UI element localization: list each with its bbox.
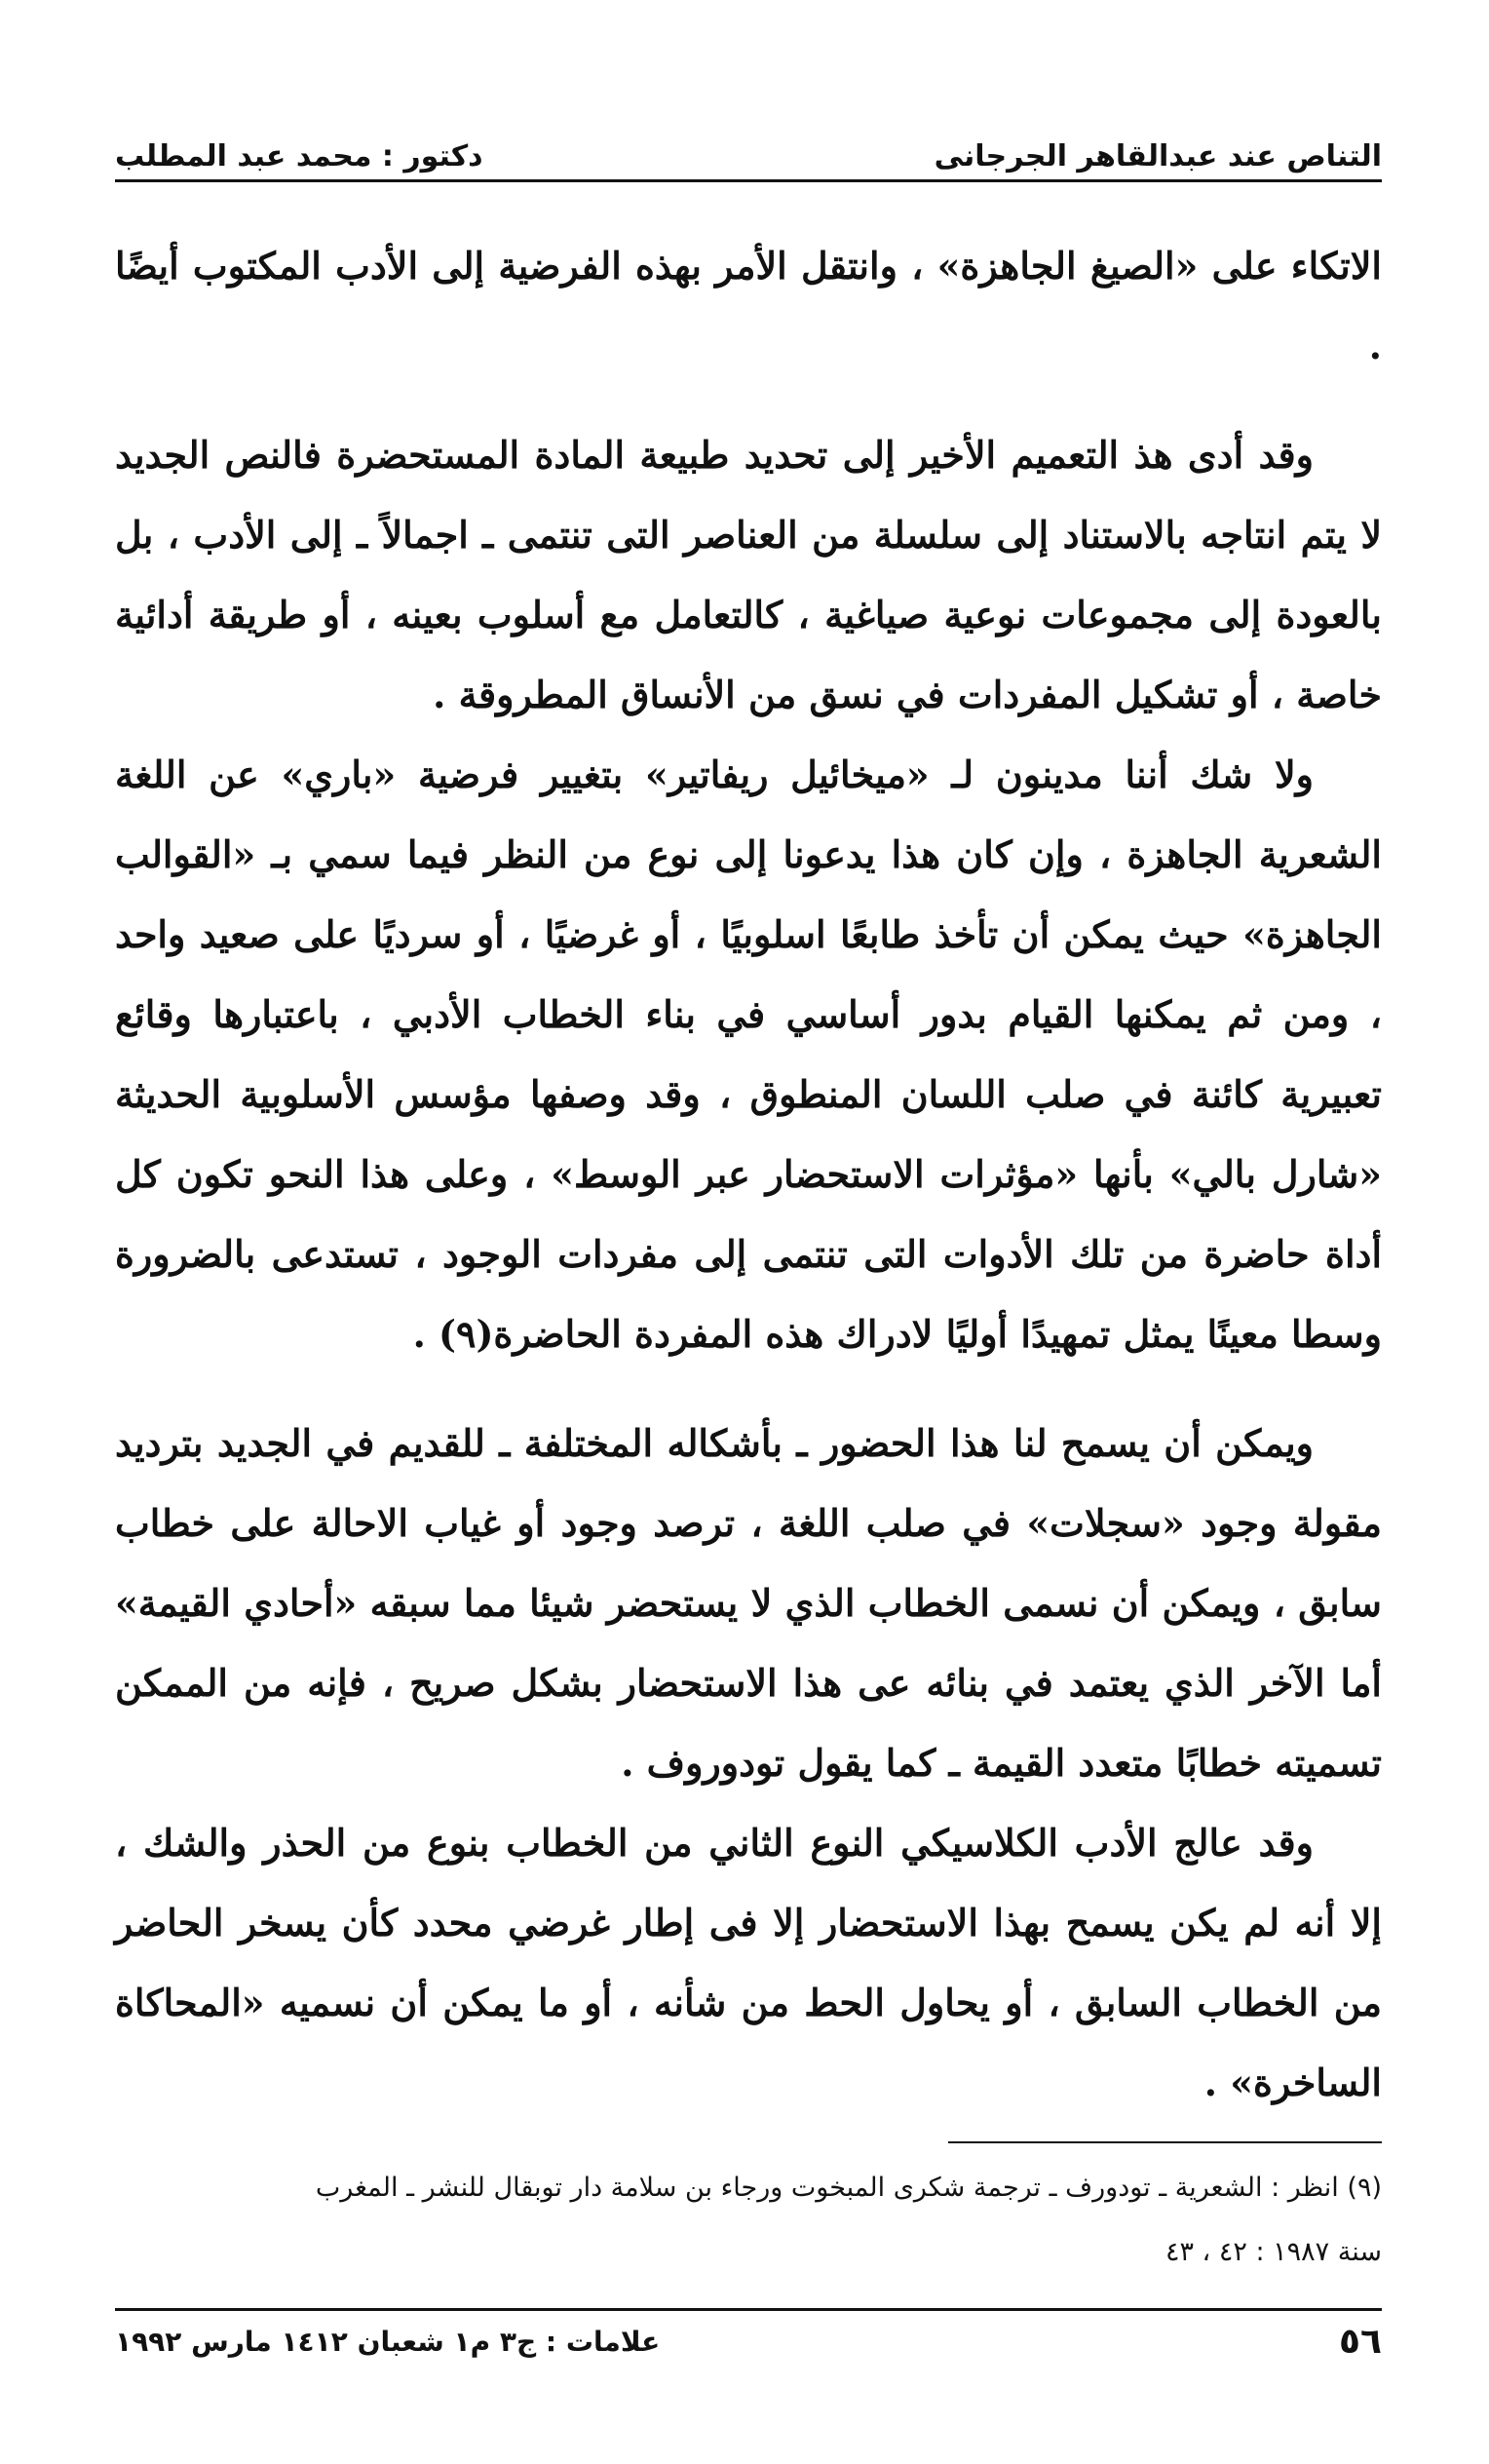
running-header-author: دكتور : محمد عبد المطلب [115, 139, 483, 173]
footnote-line: سنة ١٩٨٧ : ٤٢ ، ٤٣ [1164, 2237, 1382, 2267]
journal-citation: علامات : ج٣ م١ شعبان ١٤١٢ مارس ١٩٩٢ [115, 2326, 661, 2358]
document-page [115, 0, 1382, 2464]
paragraph: ويمكن أن يسمح لنا هذا الحضور ـ بأشكاله المختلفة ـ للقديم في الجديد بترديد مقولة وجود «سجلات» في صلب اللغة ، ترصد وجود أو غياب الاحالة على خطاب سابق ، ويمكن أن نسمى الخطاب الذي لا يستحضر شيئا مما سبقه «أحادي القيمة» أما الآخر الذي يعتمد في بنائه عى هذا الاستحضار بشكل صريح ، فإنه من الممكن تسميته خطابًا متعدد القيمة ـ كما يقول تودوروف . [115, 1421, 1382, 1785]
running-header-title: التناص عند عبدالقاهر الجرجانى [934, 139, 1382, 173]
footnote-rule [948, 2141, 1382, 2143]
footer-rule [115, 2308, 1382, 2311]
header-rule [115, 179, 1382, 182]
page-number: ٥٦ [1339, 2322, 1382, 2362]
running-footer [115, 2322, 1382, 2362]
running-header [115, 115, 1382, 173]
paragraph: وقد أدى هذ التعميم الأخير إلى تحديد طبيعة المادة المستحضرة فالنص الجديد لا يتم انتاجه بالاستناد إلى سلسلة من العناصر التى تنتمى ـ اجمالاً ـ إلى الأدب ، بل بالعودة إلى مجموعات نوعية صياغية ، كالتعامل مع أسلوب بعينه ، أو طريقة أدائية خاصة ، أو تشكيل المفردات في نسق من الأنساق المطروقة . [115, 433, 1382, 716]
body-text [115, 226, 1382, 2123]
footnote [115, 2156, 1382, 2285]
footnote-line: (٩) انظر : الشعرية ـ تودورف ـ ترجمة شكرى المبخوت ورجاء بن سلامة دار توبقال للنشر ـ المغرب [315, 2173, 1382, 2203]
paragraph: ولا شك أننا مدينون لـ «ميخائيل ريفاتير» بتغيير فرضية «باري» عن اللغة الشعرية الجاهزة ، وإن كان هذا يدعونا إلى نوع من النظر فيما سمي بـ «القوالب الجاهزة» حيث يمكن أن تأخذ طابعًا اسلوبيًا ، أو غرضيًا ، أو سرديًا على صعيد واحد ، ومن ثم يمكنها القيام بدور أساسي في بناء الخطاب الأدبي ، باعتبارها وقائع تعبيرية كائنة في صلب اللسان المنطوق ، وقد وصفها مؤسس الأسلوبية الحديثة «شارل بالي» بأنها «مؤثرات الاستحضار عبر الوسط» ، وعلى هذا النحو تكون كل أداة حاضرة من تلك الأدوات التى تنتمى إلى مفردات الوجود ، تستدعى بالضرورة وسطا معينًا يمثل تمهيدًا أوليًا لادراك هذه المفردة الحاضرة(٩) . [115, 752, 1382, 1356]
paragraph: وقد عالج الأدب الكلاسيكي النوع الثاني من الخطاب بنوع من الحذر والشك ، إلا أنه لم يكن يسمح بهذا الاستحضار إلا فى إطار غرضي محدد كأن يسخر الحاضر من الخطاب السابق ، أو يحاول الحط من شأنه ، أو ما يمكن أن نسميه «المحاكاة الساخرة» . [115, 1821, 1383, 2104]
paragraph: الاتكاء على «الصيغ الجاهزة» ، وانتقل الأمر بهذه الفرضية إلى الأدب المكتوب أيضًا . [115, 244, 1382, 367]
